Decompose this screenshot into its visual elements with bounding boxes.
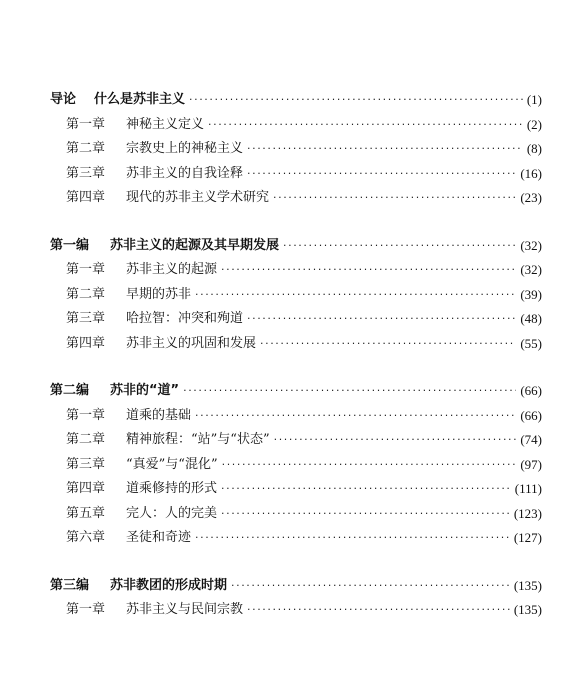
page-number: (48) [520,311,542,326]
page-number: (2) [526,116,542,132]
toc-section [50,88,542,211]
dot-leader [183,379,516,404]
toc-chapter-entry [50,283,542,308]
chapter-number: 第一章 [66,602,106,617]
toc-part-heading [50,379,542,404]
chapter-title: 早期的苏非 [126,286,192,302]
page-number: (66) [520,407,542,423]
chapter-title: 圣徒和奇迹 [126,530,192,545]
page-number: (39) [520,286,542,302]
dot-leader [208,113,523,138]
dot-leader [283,234,516,259]
table-of-contents [50,88,542,623]
chapter-title: 宗教史上的神秘主义 [126,141,244,156]
toc-chapter-entry [50,258,542,283]
dot-leader [247,307,516,332]
toc-chapter-entry [50,502,542,527]
toc-chapter-entry [50,598,542,623]
chapter-number: 第四章 [66,190,106,205]
chapter-title: 苏非主义与民间宗教 [126,602,244,617]
page-number: (66) [520,383,542,398]
chapter-number: 第二章 [66,432,106,447]
chapter-title: 苏非主义的自我诠释 [126,165,244,181]
part-title: 苏非教团的形成时期 [110,577,228,593]
toc-chapter-entry [50,307,542,332]
chapter-number: 第二章 [66,286,106,302]
dot-leader [221,258,516,283]
chapter-number: 第一章 [66,116,106,132]
dot-leader [273,186,516,211]
dot-leader [247,137,523,162]
chapter-title: “真爱”与“混化” [126,456,218,472]
toc-chapter-entry [50,186,542,211]
toc-chapter-entry [50,113,542,138]
part-number: 第三编 [50,577,90,593]
chapter-title: 精神旅程：“站”与“状态” [126,432,270,447]
chapter-title: 道乘的基础 [126,407,192,423]
chapter-number: 第四章 [66,481,106,496]
page-number: (135) [513,577,542,593]
dot-leader [260,332,516,357]
chapter-number: 第三章 [66,311,106,326]
part-title: 什么是苏非主义 [94,92,186,107]
part-title: 苏非主义的起源及其早期发展 [110,237,280,253]
chapter-number: 第四章 [66,335,106,351]
part-number: 第二编 [50,383,90,398]
dot-leader [247,162,516,187]
chapter-number: 第三章 [66,165,106,181]
part-number: 第一编 [50,237,90,253]
page-number: (123) [513,505,542,521]
toc-part-heading [50,574,542,599]
part-title: 苏非的“道” [110,383,180,398]
toc-part-heading [50,234,542,259]
toc-chapter-entry [50,428,542,453]
toc-chapter-entry [50,477,542,502]
chapter-number: 第三章 [66,456,106,472]
chapter-title: 神秘主义定义 [126,116,205,132]
page-number: (111) [514,481,542,496]
dot-leader [195,526,510,551]
chapter-number: 第五章 [66,505,106,521]
page-number: (127) [513,530,542,545]
chapter-number: 第一章 [66,262,106,277]
dot-leader [222,453,517,478]
chapter-title: 苏非主义的巩固和发展 [126,335,257,351]
chapter-number: 第一章 [66,407,106,423]
page-number: (23) [520,190,542,205]
chapter-title: 完人：人的完美 [126,505,218,521]
page-number: (32) [520,237,542,253]
toc-chapter-entry [50,453,542,478]
toc-chapter-entry [50,137,542,162]
dot-leader [189,88,523,113]
page-number: (55) [520,335,542,351]
page-number: (135) [513,602,542,617]
toc-section [50,234,542,357]
chapter-title: 现代的苏非主义学术研究 [126,190,270,205]
dot-leader [195,283,516,308]
dot-leader [247,598,510,623]
toc-chapter-entry [50,404,542,429]
page-number: (16) [520,165,542,181]
part-number: 导论 [50,92,77,107]
toc-chapter-entry [50,162,542,187]
dot-leader [221,477,511,502]
toc-section [50,574,542,623]
page-number: (97) [520,456,542,472]
dot-leader [231,574,510,599]
toc-section [50,379,542,551]
toc-chapter-entry [50,332,542,357]
toc-chapter-entry [50,526,542,551]
dot-leader [221,502,510,527]
dot-leader [274,428,517,453]
page-number: (8) [526,141,542,156]
page-number: (32) [520,262,542,277]
page-number: (74) [520,432,542,447]
dot-leader [195,404,516,429]
chapter-title: 苏非主义的起源 [126,262,218,277]
chapter-number: 第二章 [66,141,106,156]
chapter-number: 第六章 [66,530,106,545]
toc-part-heading [50,88,542,113]
chapter-title: 道乘修持的形式 [126,481,218,496]
chapter-title: 哈拉智：冲突和殉道 [126,311,244,326]
page-number: (1) [526,92,542,107]
